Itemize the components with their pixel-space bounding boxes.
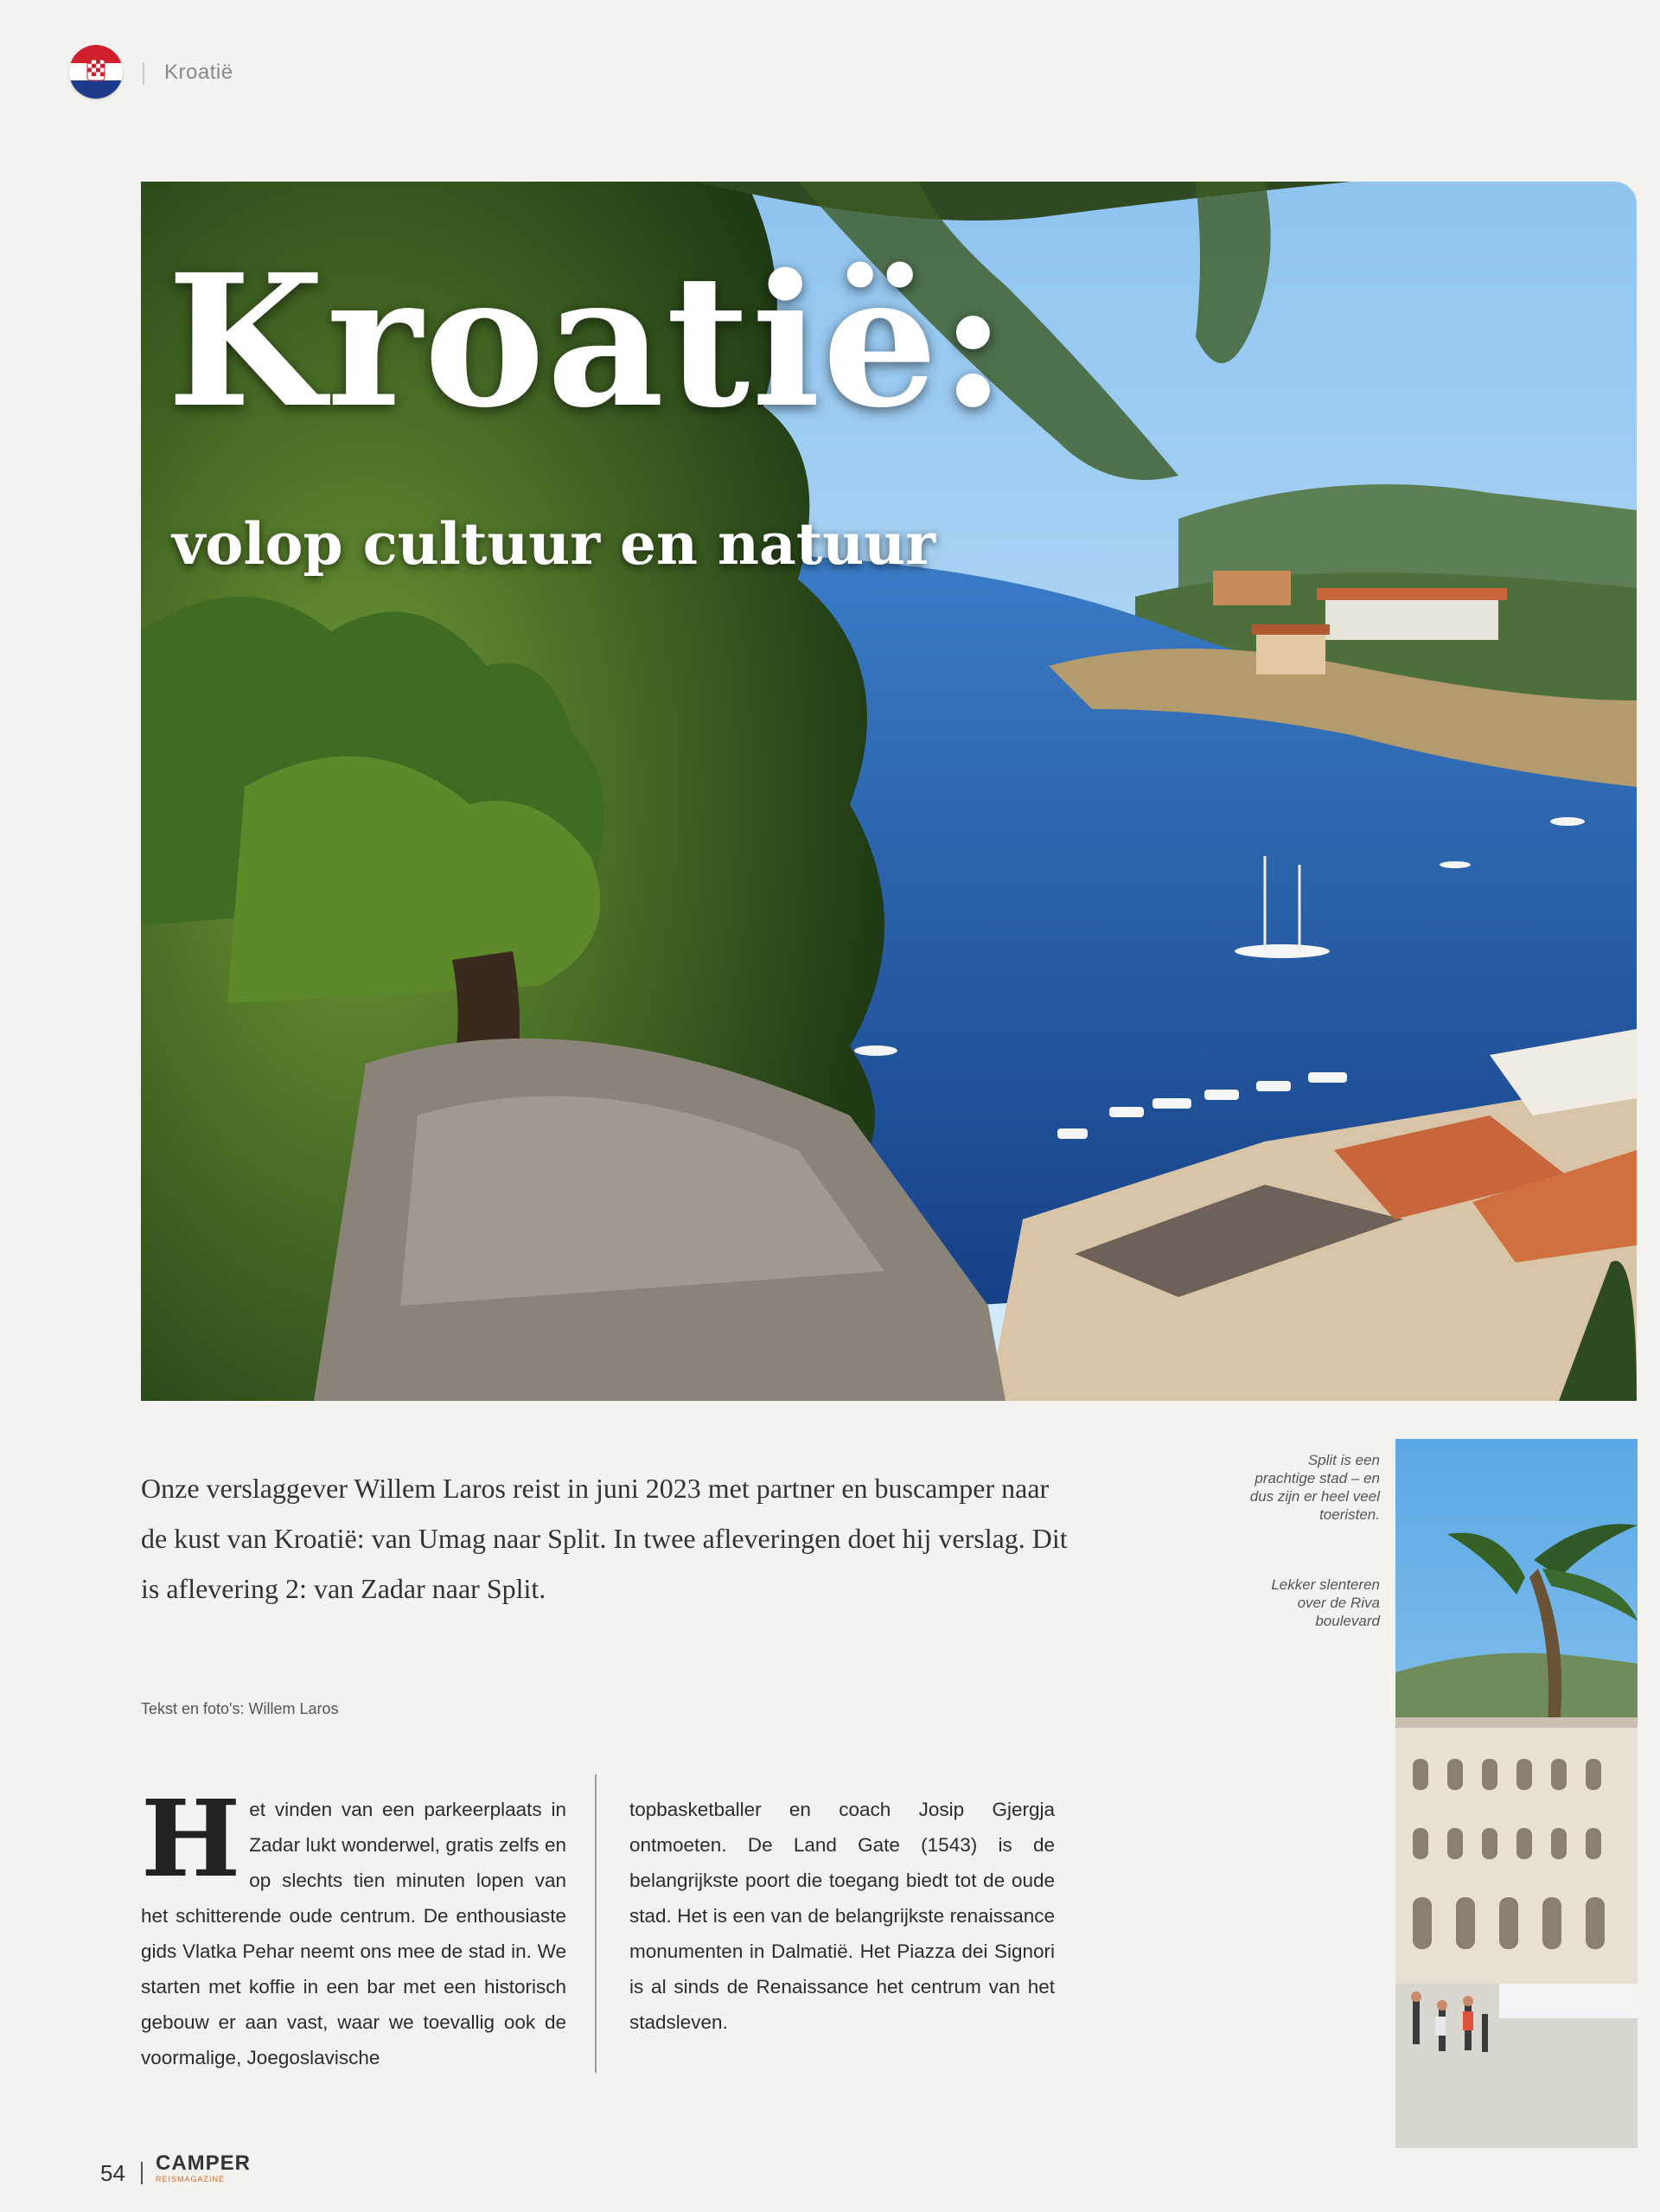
hero-photo [141,182,1637,1401]
magazine-subtitle: REISMAGAZINE [156,2175,226,2183]
body-column-right: topbasketballer en coach Josip Gjergja ontmoeten. De Land Gate (1543) is de belangrijkste poort die toegang biedt tot de oude stad. Het is een van de belangrijkste renaissance monumenten in Dalmatië. Het Piazza dei Signori is al sinds de Renaissance het centrum van het stadsleven. [629,1799,1055,2033]
croatia-flag-icon [69,45,123,99]
magazine-logo [156,2153,251,2183]
side-photo-illustration [1395,1439,1638,2148]
hero-title: Kroatië: [167,234,1009,448]
page-number: 54 [100,2160,125,2186]
header-divider [143,62,144,85]
magazine-name: CAMPER [156,2151,252,2175]
drop-cap: H [141,1776,241,1901]
hero-subtitle: volop cultuur en natuur [172,510,935,578]
section-label: Kroatië [164,61,233,84]
footer-divider [141,2162,143,2184]
photo-caption: Split is een prachtige stad – en dus zijn er heel veel toeristen. [1249,1452,1380,1523]
body-column-left [141,1776,566,2075]
photo-credit: Tekst en foto's: Willem Laros [141,1700,339,1717]
intro-paragraph: Onze verslaggever Willem Laros reist in juni 2023 met partner en buscamper naar de kust van Kroatië: van Umag naar Split. In twee afleveringen doet hij verslag. Dit is aflevering 2: van Zadar naar Split. [141,1473,1068,1604]
photo-caption: Lekker slenteren over de Riva boulevard [1271,1576,1380,1629]
body-column-left-text: et vinden van een parkeerplaats in Zadar lukt wonderwel, gratis zelfs en op slechts tien minuten lopen van het schitterende oude centrum. De enthousiaste gids Vlatka Pehar neemt ons mee de stad in. We starten met koffie in een bar met een historisch gebouw er aan vast, waar we toevallig ook de voormalige, Joegoslavische [141,1799,566,2068]
side-photo [1395,1439,1638,2148]
column-divider [595,1774,597,2073]
